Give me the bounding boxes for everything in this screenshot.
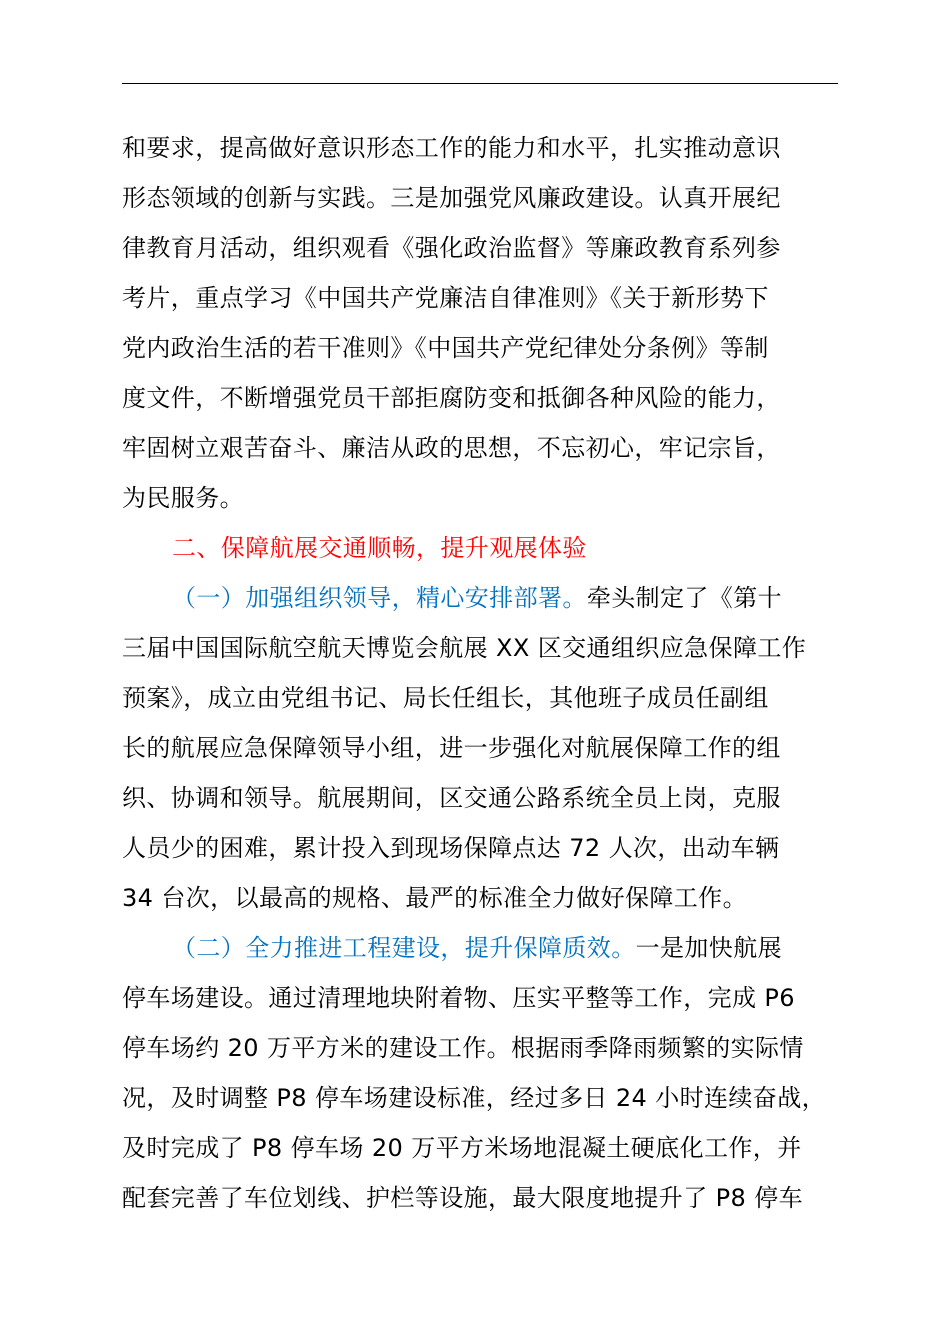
subsection-first-line bbox=[172, 578, 782, 618]
header-rule bbox=[122, 83, 838, 84]
body-text-line: 党内政治生活的若干准则》《中国共产党纪律处分条例》等制 bbox=[122, 334, 769, 362]
subsection-heading: （一）加强组织领导，精心安排部署。 bbox=[172, 584, 587, 612]
body-text-line: 律教育月活动，组织观看《强化政治监督》等廉政教育系列参 bbox=[122, 234, 781, 262]
body-text-line: 度文件，不断增强党员干部拒腐防变和抵御各种风险的能力， bbox=[122, 384, 781, 412]
body-text-line: 为民服务。 bbox=[122, 484, 244, 512]
body-text-line: 停车场约 20 万平方米的建设工作。根据雨季降雨频繁的实际情 bbox=[122, 1034, 804, 1062]
body-text-line: 停车场建设。通过清理地块附着物、压实平整等工作，完成 P6 bbox=[122, 984, 795, 1012]
body-text-line: 34 台次，以最高的规格、最严的标准全力做好保障工作。 bbox=[122, 884, 747, 912]
body-text-line: 织、协调和领导。航展期间，区交通公路系统全员上岗，克服 bbox=[122, 784, 781, 812]
body-text-line: 配套完善了车位划线、护栏等设施，最大限度地提升了 P8 停车 bbox=[122, 1184, 803, 1212]
body-text-line: 牢固树立艰苦奋斗、廉洁从政的思想，不忘初心，牢记宗旨， bbox=[122, 434, 781, 462]
subsection-first-line bbox=[172, 928, 782, 968]
body-text-line: 考片，重点学习《中国共产党廉洁自律准则》《关于新形势下 bbox=[122, 284, 769, 312]
body-text-line: 形态领域的创新与实践。三是加强党风廉政建设。认真开展纪 bbox=[122, 184, 781, 212]
body-text-line: 预案》，成立由党组书记、局长任组长，其他班子成员任副组 bbox=[122, 684, 769, 712]
body-text-line: 人员少的困难，累计投入到现场保障点达 72 人次，出动车辆 bbox=[122, 834, 780, 862]
body-text-line: 和要求，提高做好意识形态工作的能力和水平，扎实推动意识 bbox=[122, 134, 781, 162]
body-text-line: 及时完成了 P8 停车场 20 万平方米场地混凝土硬底化工作，并 bbox=[122, 1134, 802, 1162]
section-heading: 二、保障航展交通顺畅，提升观展体验 bbox=[172, 534, 587, 562]
body-text: 牵头制定了《第十 bbox=[586, 584, 783, 612]
subsection-heading: （二）全力推进工程建设，提升保障质效。 bbox=[172, 934, 636, 962]
body-text-line: 长的航展应急保障领导小组，进一步强化对航展保障工作的组 bbox=[122, 734, 781, 762]
body-text: 一是加快航展 bbox=[635, 934, 783, 962]
body-text-line: 三届中国国际航空航天博览会航展 XX 区交通组织应急保障工作 bbox=[122, 634, 807, 662]
body-text-line: 况，及时调整 P8 停车场建设标准，经过多日 24 小时连续奋战， bbox=[122, 1084, 826, 1112]
